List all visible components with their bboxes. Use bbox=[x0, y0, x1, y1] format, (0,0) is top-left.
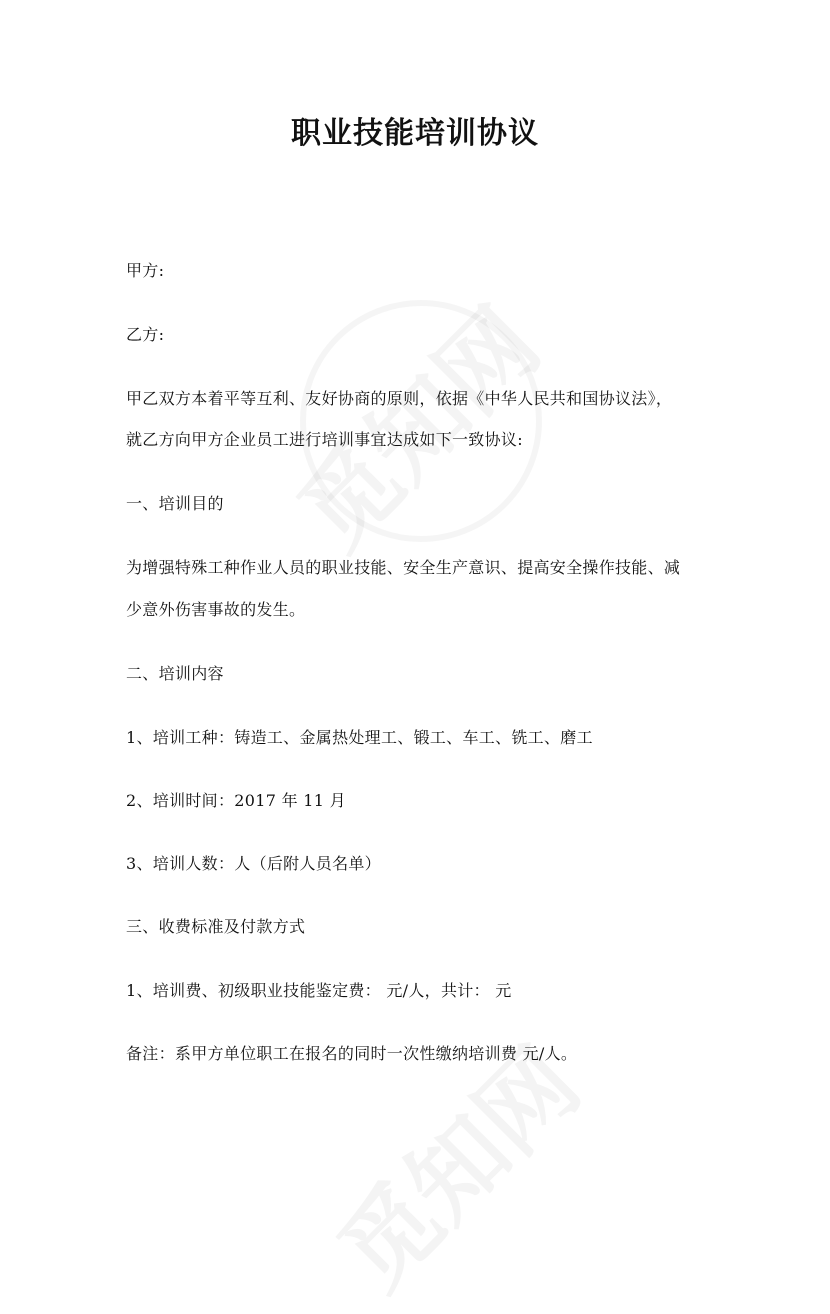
section3-item1: 1、培训费、初级职业技能鉴定费： 元/人，共计： 元 bbox=[126, 981, 512, 1000]
intro-paragraph-line1: 甲乙双方本着平等互利、友好协商的原则，依据《中华人民共和国协议法》， bbox=[126, 389, 673, 408]
watermark bbox=[264, 273, 565, 574]
section2-item2: 2、培训时间：2017 年 11 月 bbox=[126, 791, 346, 810]
section3-heading: 三、收费标准及付款方式 bbox=[126, 917, 306, 936]
party-a: 甲方: bbox=[126, 261, 165, 280]
section1-heading: 一、培训目的 bbox=[126, 494, 224, 513]
section2-item3: 3、培训人数：人（后附人员名单） bbox=[126, 854, 381, 873]
section3-note: 备注：系甲方单位职工在报名的同时一次性缴纳培训费 元/人。 bbox=[126, 1044, 578, 1063]
watermark-ring bbox=[300, 300, 542, 542]
party-b: 乙方: bbox=[126, 325, 165, 344]
section1-paragraph-line1: 为增强特殊工种作业人员的职业技能、安全生产意识、提高安全操作技能、减 bbox=[126, 558, 681, 577]
intro-paragraph-line2: 就乙方向甲方企业员工进行培训事宜达成如下一致协议: bbox=[126, 430, 523, 449]
section2-heading: 二、培训内容 bbox=[126, 664, 224, 683]
section2-item1: 1、培训工种：铸造工、金属热处理工、锻工、车工、铣工、磨工 bbox=[126, 728, 593, 747]
section1-paragraph-line2: 少意外伤害事故的发生。 bbox=[126, 600, 306, 619]
document-title: 职业技能培训协议 bbox=[291, 116, 539, 151]
